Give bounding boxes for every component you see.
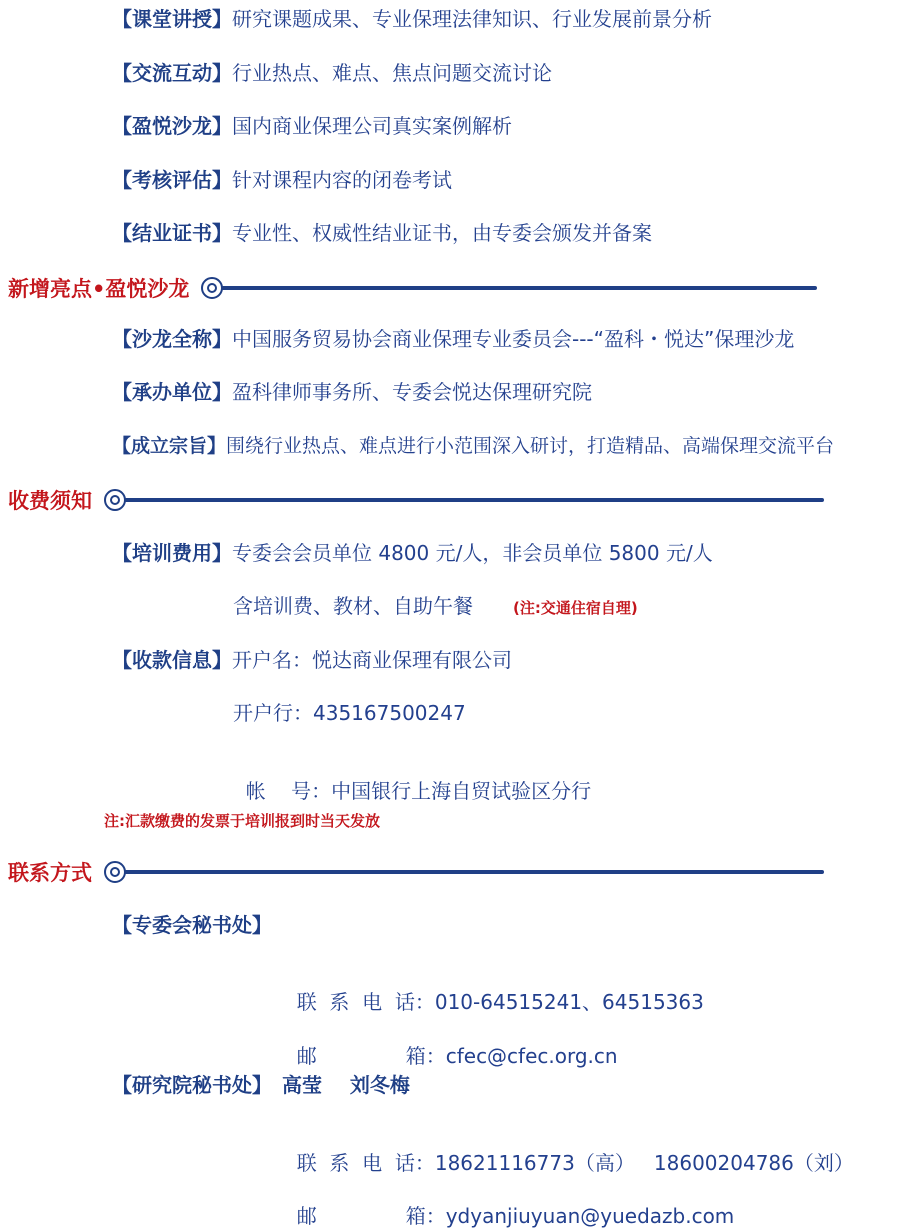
row-label: 【考核评估】 bbox=[112, 168, 232, 192]
course-row bbox=[112, 114, 512, 138]
row-label: 【承办单位】 bbox=[112, 380, 232, 404]
office-phone: 联 系 电 话：18621116773（高） 18600204786（刘） bbox=[296, 1151, 854, 1175]
office-label: 【研究院秘书处】 bbox=[112, 1073, 272, 1097]
course-row bbox=[112, 7, 712, 31]
bank-row bbox=[233, 701, 466, 725]
office-names: 高莹 刘冬梅 bbox=[282, 1073, 410, 1097]
section-divider bbox=[221, 286, 817, 290]
includes-note: (注:交通住宿自理) bbox=[513, 599, 638, 617]
fee-includes bbox=[233, 594, 638, 620]
section-heading-contact bbox=[8, 857, 824, 887]
office-email: 邮 箱：ydyanjiuyuan@yuedazb.com bbox=[296, 1204, 735, 1228]
row-text: 国内商业保理公司真实案例解析 bbox=[232, 114, 512, 138]
invoice-note-row bbox=[104, 807, 380, 833]
office-phone-row bbox=[284, 966, 704, 1014]
account-row bbox=[233, 755, 591, 803]
row-label: 【课堂讲授】 bbox=[112, 7, 232, 31]
salon-row bbox=[112, 434, 834, 458]
row-text: 研究课题成果、专业保理法律知识、行业发展前景分析 bbox=[232, 7, 712, 31]
row-label: 【沙龙全称】 bbox=[112, 327, 232, 351]
fee-label: 【培训费用】 bbox=[112, 541, 232, 565]
course-row bbox=[112, 61, 552, 85]
target-ring-icon bbox=[104, 861, 126, 883]
section-divider bbox=[124, 870, 824, 874]
target-ring-icon bbox=[104, 489, 126, 511]
account-name: 开户名：悦达商业保理有限公司 bbox=[232, 648, 512, 672]
section-heading-salon bbox=[8, 273, 817, 303]
salon-row bbox=[112, 327, 794, 351]
payment-label: 【收款信息】 bbox=[112, 648, 232, 672]
row-text: 围绕行业热点、难点进行小范围深入研讨，打造精品、高端保理交流平台 bbox=[226, 435, 835, 457]
office-phone-row bbox=[284, 1127, 854, 1175]
row-label: 【成立宗旨】 bbox=[112, 435, 227, 457]
office-label-row bbox=[112, 913, 272, 937]
office-email: 邮 箱：cfec@cfec.org.cn bbox=[296, 1044, 618, 1068]
includes-text: 含培训费、教材、自助午餐 bbox=[233, 594, 473, 618]
row-label: 【盈悦沙龙】 bbox=[112, 114, 232, 138]
office-phone: 联 系 电 话：010-64515241、64515363 bbox=[296, 990, 704, 1014]
salon-row bbox=[112, 380, 592, 404]
fee-row bbox=[112, 541, 713, 565]
office-email-row bbox=[284, 1020, 618, 1068]
row-label: 【交流互动】 bbox=[112, 61, 232, 85]
course-row bbox=[112, 168, 452, 192]
section-title: 收费须知 bbox=[8, 489, 92, 513]
row-text: 针对课程内容的闭卷考试 bbox=[232, 168, 452, 192]
invoice-note: 注:汇款缴费的发票于培训报到时当天发放 bbox=[104, 812, 381, 830]
section-title: 新增亮点•盈悦沙龙 bbox=[8, 277, 190, 301]
row-text: 盈科律师事务所、专委会悦达保理研究院 bbox=[232, 380, 592, 404]
section-title: 联系方式 bbox=[8, 861, 92, 885]
row-text: 中国服务贸易协会商业保理专业委员会---“盈科・悦达”保理沙龙 bbox=[232, 327, 795, 351]
office-email-row bbox=[284, 1180, 734, 1228]
target-ring-icon bbox=[201, 277, 223, 299]
account-text: 帐 号：中国银行上海自贸试验区分行 bbox=[245, 779, 592, 803]
row-label: 【结业证书】 bbox=[112, 221, 232, 245]
fee-text: 专委会会员单位 4800 元/人，非会员单位 5800 元/人 bbox=[232, 541, 713, 565]
row-text: 行业热点、难点、焦点问题交流讨论 bbox=[232, 61, 552, 85]
section-heading-fees bbox=[8, 485, 824, 515]
office-label: 【专委会秘书处】 bbox=[112, 913, 272, 937]
row-text: 专业性、权威性结业证书，由专委会颁发并备案 bbox=[232, 221, 652, 245]
bank-text: 开户行：435167500247 bbox=[233, 701, 466, 725]
office-label-row bbox=[112, 1073, 410, 1097]
payment-row bbox=[112, 648, 512, 672]
section-divider bbox=[124, 498, 824, 502]
course-row bbox=[112, 221, 652, 245]
